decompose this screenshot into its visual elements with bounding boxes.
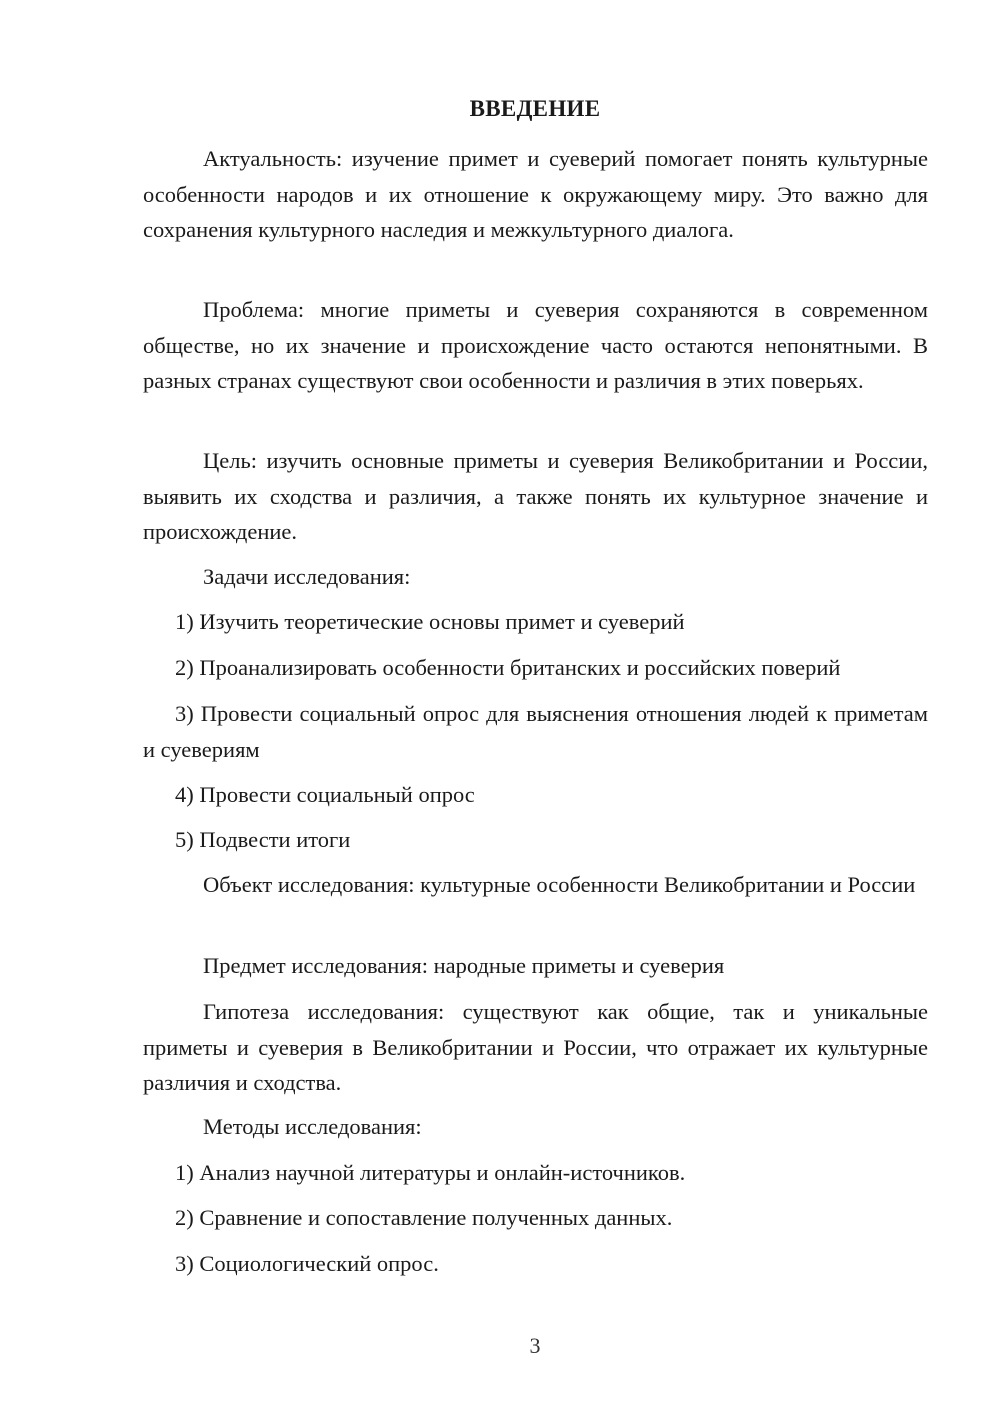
page-number: 3 [529, 1333, 541, 1358]
paragraph-subject: Предмет исследования: народные приметы и суеверия [203, 953, 725, 978]
list-item-method-2: 2) Сравнение и сопоставление полученных данных. [175, 1205, 673, 1230]
list-item-method-1: 1) Анализ научной литературы и онлайн-источников. [175, 1160, 686, 1185]
list-item-task-2: 2) Проанализировать особенности британских и российских поверий [175, 655, 841, 680]
paragraph-methods-heading: Методы исследования: [203, 1114, 422, 1139]
paragraph-object: Объект исследования: культурные особенности Великобритании и России [203, 872, 916, 897]
paragraph-problem: Проблема: многие приметы и суеверия сохраняются в современном обществе, но их значение и происхождение часто остаются непонятными. В разных странах существуют свои особенности и различия в этих поверьях. [143, 297, 928, 393]
list-item-method-3: 3) Социологический опрос. [175, 1251, 439, 1276]
list-item-task-3: 3) Провести социальный опрос для выяснения отношения людей к приметам и суевериям [143, 701, 928, 762]
paragraph-hypothesis: Гипотеза исследования: существуют как общие, так и уникальные приметы и суеверия в Великобритании и России, что отражает их культурные различия и сходства. [143, 999, 928, 1095]
list-item-task-1: 1) Изучить теоретические основы примет и суеверий [175, 609, 685, 634]
paragraph-goal: Цель: изучить основные приметы и суеверия Великобритании и России, выявить их сходства и различия, а также понять их культурное значение и происхождение. [143, 448, 928, 544]
list-item-task-4: 4) Провести социальный опрос [175, 782, 475, 807]
paragraph-relevance: Актуальность: изучение примет и суеверий помогает понять культурные особенности народов и их отношение к окружающему миру. Это важно для сохранения культурного наследия и межкультурного диалога. [143, 146, 928, 242]
paragraph-tasks-heading: Задачи исследования: [203, 564, 411, 589]
list-item-task-5: 5) Подвести итоги [175, 827, 351, 852]
page-title: ВВЕДЕНИЕ [469, 96, 601, 121]
